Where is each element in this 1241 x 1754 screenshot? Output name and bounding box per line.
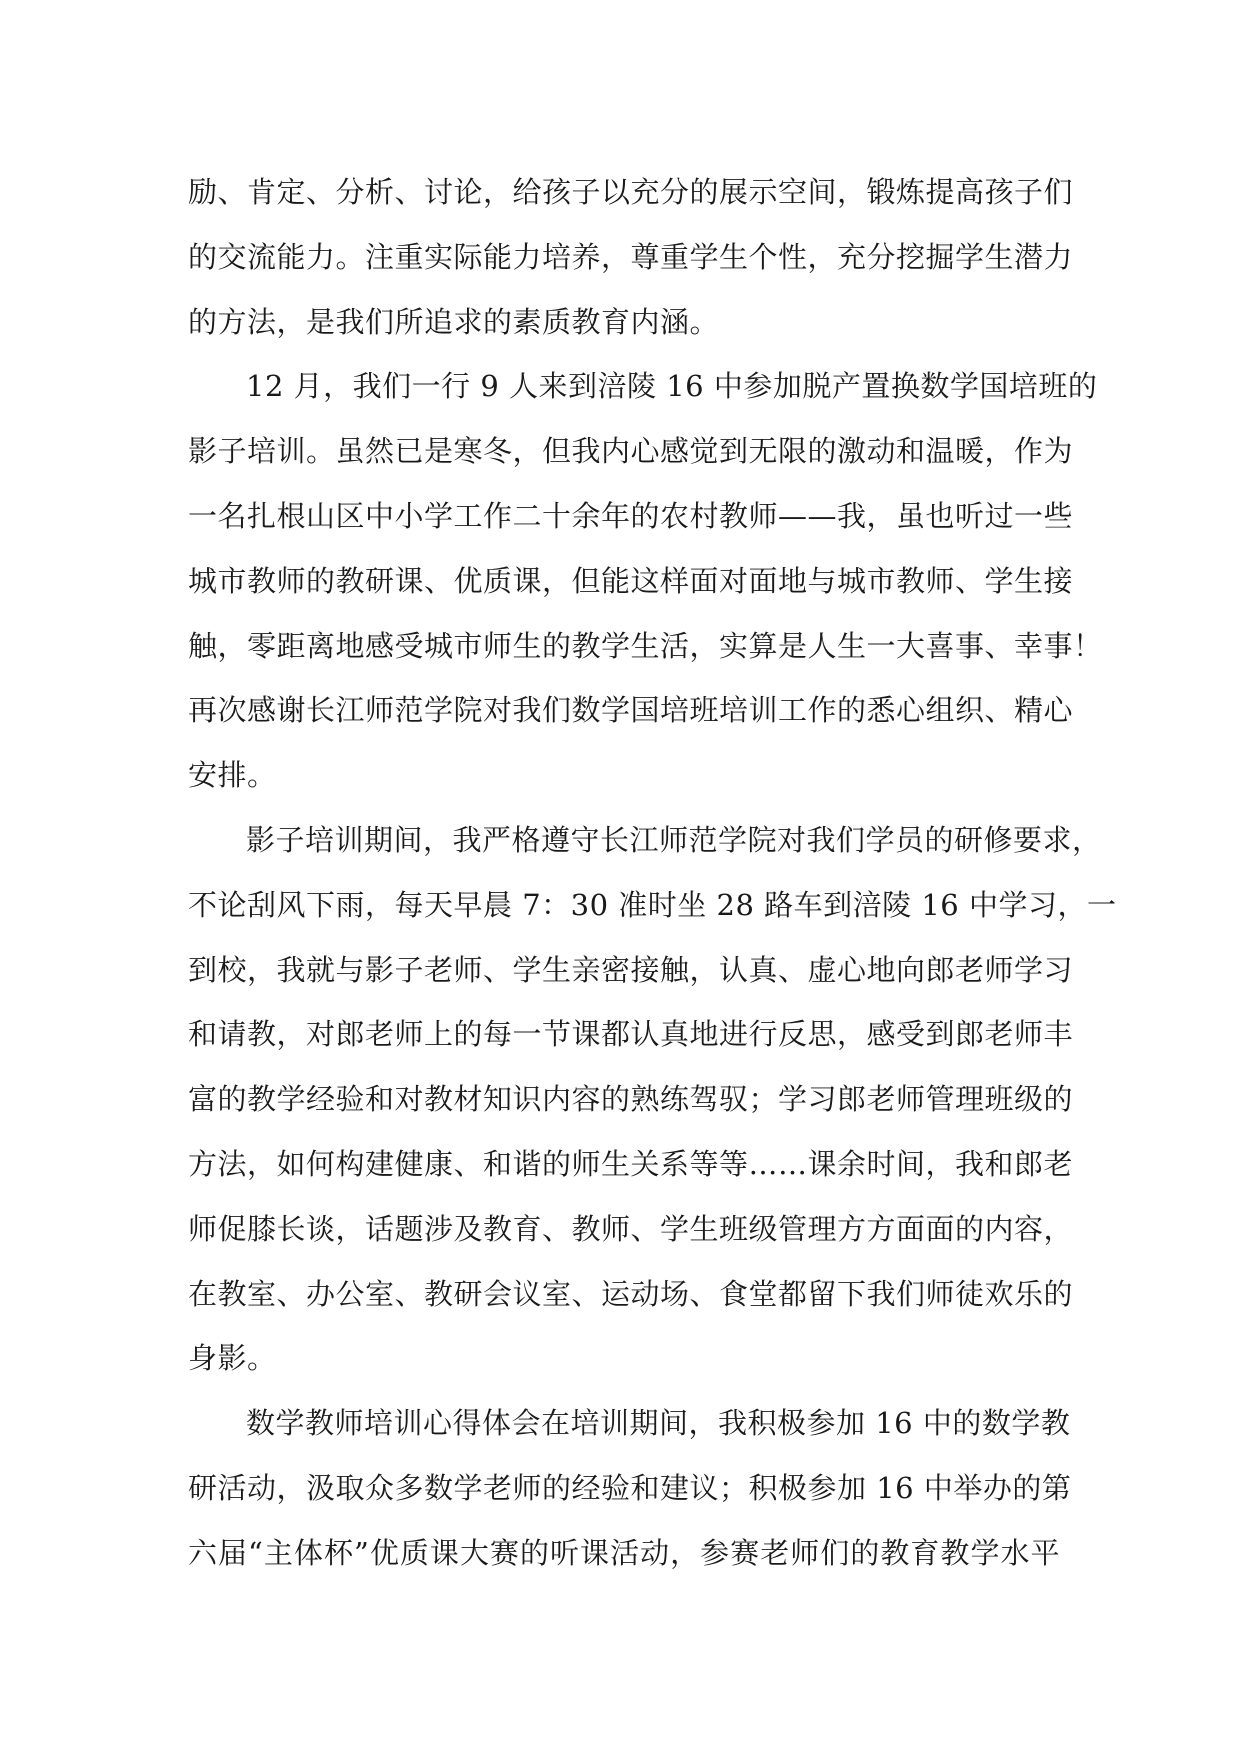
text-line: 励、肯定、分析、讨论，给孩子以充分的展示空间，锻炼提高孩子们 <box>188 175 1074 209</box>
text-line: 影子培训期间，我严格遵守长江师范学院对我们学员的研修要求， <box>246 822 1102 857</box>
text-line: 到校，我就与影子老师、学生亲密接触，认真、虚心地向郎老师学习 <box>188 952 1074 987</box>
text-line: 触，零距离地感受城市师生的教学生活，实算是人生一大喜事、幸事！ <box>188 628 1103 663</box>
body-text <box>188 160 1117 1586</box>
text-line: 影子培训。虽然已是寒冬，但我内心感觉到无限的激动和温暖，作为 <box>188 434 1074 469</box>
text-line: 身影。 <box>188 1341 277 1376</box>
text-line: 六届“主体杯”优质课大赛的听课活动，参赛老师们的教育教学水平 <box>188 1535 1060 1570</box>
text-line: 城市教师的教研课、优质课，但能这样面对面地与城市教师、学生接 <box>188 563 1074 598</box>
text-line: 富的教学经验和对教材知识内容的熟练驾驭；学习郎老师管理班级的 <box>188 1082 1074 1117</box>
text-line: 一名扎根山区中小学工作二十余年的农村教师——我，虽也听过一些 <box>188 498 1074 533</box>
text-line: 再次感谢长江师范学院对我们数学国培班培训工作的悉心组织、精心 <box>188 693 1074 728</box>
text-line: 的方法，是我们所追求的素质教育内涵。 <box>188 304 720 339</box>
paragraph-3 <box>188 808 1117 1391</box>
text-line: 在教室、办公室、教研会议室、运动场、食堂都留下我们师徒欢乐的 <box>188 1276 1074 1311</box>
text-line: 数学教师培训心得体会在培训期间，我积极参加 16 中的数学教 <box>246 1406 1071 1441</box>
text-line: 安排。 <box>188 758 277 793</box>
text-line: 12 月，我们一行 9 人来到涪陵 16 中参加脱产置换数学国培班的 <box>246 369 1098 404</box>
text-line: 方法，如何构建健康、和谐的师生关系等等……课余时间，我和郎老 <box>188 1146 1074 1181</box>
text-line: 师促膝长谈，话题涉及教育、教师、学生班级管理方方面面的内容， <box>188 1211 1074 1246</box>
paragraph-2 <box>188 354 1103 808</box>
text-line: 研活动，汲取众多数学老师的经验和建议；积极参加 16 中举办的第 <box>188 1470 1072 1505</box>
paragraph-4 <box>188 1391 1072 1585</box>
text-line: 和请教，对郎老师上的每一节课都认真地进行反思，感受到郎老师丰 <box>188 1017 1074 1052</box>
text-line: 的交流能力。注重实际能力培养，尊重学生个性，充分挖掘学生潜力 <box>188 239 1074 274</box>
paragraph-1 <box>188 160 1074 354</box>
text-line: 不论刮风下雨，每天早晨 7：30 准时坐 28 路车到涪陵 16 中学习，一 <box>188 887 1117 922</box>
